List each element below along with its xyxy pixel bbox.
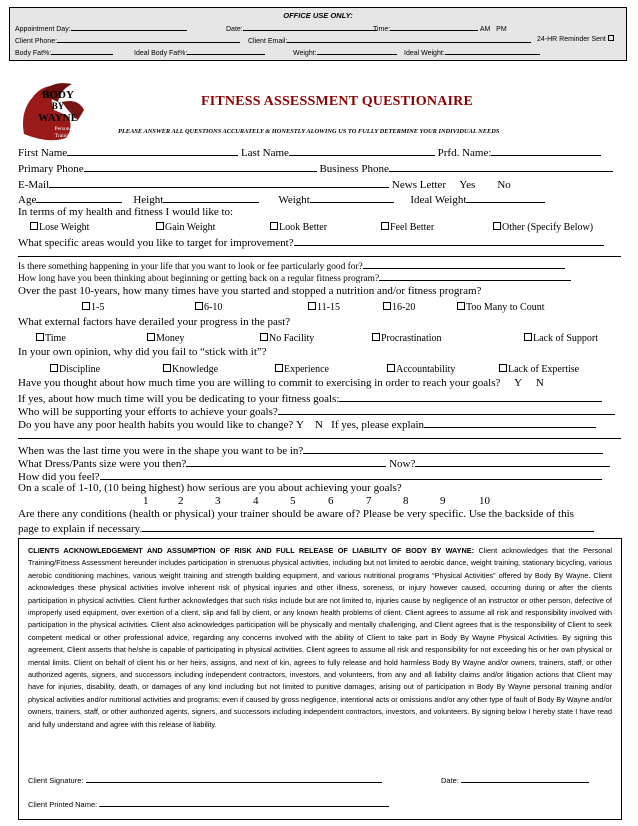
checkbox-icon[interactable] — [499, 364, 507, 372]
how-long-question — [18, 271, 571, 285]
now-label: Now? — [389, 458, 416, 470]
count-option-label: 16-20 — [392, 302, 416, 313]
dress-then-input[interactable] — [186, 456, 386, 467]
stick-option-experience[interactable] — [275, 364, 329, 376]
logo-text-personal: Personal — [54, 126, 74, 132]
conditions-label-2: page to explain if necessary. — [18, 523, 143, 535]
am-label: AM — [479, 26, 491, 33]
scale-option-5[interactable]: 5 — [290, 495, 296, 507]
goal-option-gain-weight[interactable] — [156, 222, 215, 234]
habits-explain-label: If yes, please explain — [331, 419, 425, 431]
checkbox-icon[interactable] — [195, 302, 203, 310]
age-label: Age — [18, 194, 37, 206]
client-signature-field[interactable] — [28, 774, 382, 785]
checkbox-icon[interactable] — [163, 364, 171, 372]
time-commit-no[interactable]: N — [535, 377, 544, 389]
logo-text-training: Training — [54, 133, 74, 139]
how-much-input[interactable] — [339, 391, 602, 402]
external-option-label: Time — [45, 333, 66, 344]
client-signature-input[interactable] — [86, 774, 382, 783]
email-input[interactable] — [49, 177, 389, 188]
external-question: What external factors have derailed your progress in the past? — [18, 316, 291, 328]
stick-option-label: Experience — [284, 364, 329, 375]
office-date-field[interactable] — [226, 23, 377, 33]
phone-row — [18, 161, 613, 175]
scale-option-4[interactable]: 4 — [253, 495, 259, 507]
checkbox-icon[interactable] — [308, 302, 316, 310]
checkbox-icon[interactable] — [156, 222, 164, 230]
habits-line-2[interactable] — [18, 438, 621, 439]
first-name-input[interactable] — [67, 145, 238, 156]
checkbox-icon[interactable] — [260, 333, 268, 341]
target-areas-question — [18, 235, 604, 249]
count-option-label: Too Many to Count — [466, 302, 545, 313]
stick-option-lack-of-expertise[interactable] — [499, 364, 579, 376]
count-option-label: 6-10 — [204, 302, 223, 313]
habits-no[interactable]: N — [314, 419, 323, 431]
how-long-label: How long have you been thinking about beginning or getting back on a regular fitness program? — [18, 274, 380, 284]
waiver-body: Client acknowledges that the Personal Training/Fitness Assessment hereunder includes participation in strenuous physical activities, including but not limited to aerobic dance, weight training, stationary bicycling, various aerobic conditioning machines, various weight training and strength building equipment, and various nutritional programs “Physical Activities” offered by Body By Wayne. Client acknowledges these physical activities involve inherent risk of physical injuries and other illness, soreness, or injury however caused, occurring during or after the clients participation in physical activities. Client further acknowledges that such risks include but are not limited to, injuries cause by negligence of an instructor or other person, defective of improperly used equipment, over exertion of a client, slip and fall by client, or any known health problems of client. Client agrees to assume all risk and responsibility involved with participation in the physical activities. Client also acknowledges participation will be physically and mentally challenging, and Client agrees that is the responsibility of Client to seek competent medical or other professional advice, regarding any concerns involved with the ability of Client to take part in Body By Wayne Physical Activities. By signing this agreement, Client asserts that he/she is capable of participating in physical activities. Client agrees to assume all risk and responsibility for not exceeding his or her own physical or mental limits. Client on behalf of client his or her heirs, assigns, and next of kin, agrees to fully release and hold harmless Body By Wayne and/or owners, trainers, staff, or other authorized agents, signers, and successors including independent contractors, investors, and volunteers, from any and all liability claims and/or litigation actions that Client may have for injuries, disability, death, or damages of any kind including but not limited to punitive damages, arising out of participation in Body By Wayne personal training and/or physical activities and/or nutritional activities and programs; even if caused by gross negligence, intentional acts or omissions and/or any other type of fault of Body By Wayne and/or owners, trainers, staff, or other authorized agents, signers, and successors including independent contractors, investors, and volunteers. By signing below I hereby state I have read and fully understand and agree with this release of liability. — [28, 546, 612, 729]
scale-option-1[interactable]: 1 — [143, 495, 149, 507]
reminder-label: 24-HR Reminder Sent — [537, 36, 606, 43]
ideal-weight-label: Ideal Weight — [410, 194, 467, 206]
support-input[interactable] — [278, 404, 615, 415]
habits-question — [18, 417, 596, 431]
external-option-lack-of-support[interactable] — [524, 333, 598, 345]
count-option-label: 11-15 — [317, 302, 340, 313]
logo-text-by: BY — [51, 101, 65, 111]
feel-input[interactable] — [100, 469, 602, 480]
office-ideal-weight-label: Ideal Weight: — [404, 50, 445, 57]
email-label: E-Mail — [18, 179, 50, 191]
habits-yes[interactable]: Y — [296, 419, 304, 431]
instructions-text: PLEASE ANSWER ALL QUESTIONS ACCURATELY & HONESTLY ALOWING US TO FULLY DETERMINE YOUR INDIVIDUAL NEEDS — [118, 128, 500, 135]
feel-label: How did you feel? — [18, 471, 100, 483]
client-date-label: Date: — [441, 776, 459, 785]
office-weight-label: Weight: — [293, 50, 317, 57]
stick-option-label: Discipline — [59, 364, 101, 375]
primary-phone-label: Primary Phone — [18, 163, 84, 175]
dress-label: What Dress/Pants size were you then? — [18, 458, 187, 470]
client-email-label: Client Email: — [248, 38, 288, 45]
body-stats-row — [18, 192, 545, 206]
time-commit-label: Have you thought about how much time you are willing to commit to exercising in order to reach your goals? — [18, 377, 501, 389]
last-time-label: When was the last time you were in the shape you want to be in? — [18, 445, 304, 457]
dress-now-input[interactable] — [415, 456, 610, 467]
waiver-heading: CLIENTS ACKNOWLEDGEMENT AND ASSUMPTION OF RISK AND FULL RELEASE OF LIABILITY OF BODY BY WAYNE: — [28, 546, 475, 555]
goal-option-label: Gain Weight — [165, 222, 216, 233]
scale-option-6[interactable]: 6 — [328, 495, 334, 507]
goal-option-look-better[interactable] — [270, 222, 327, 234]
count-option-16-20[interactable] — [383, 302, 415, 314]
newsletter-yes[interactable]: Yes — [459, 179, 476, 191]
goals-intro: In terms of my health and fitness I would like to: — [18, 206, 234, 218]
client-signature-label: Client Signature: — [28, 776, 84, 785]
body-by-wayne-logo — [18, 76, 98, 146]
ideal-body-fat-label: Ideal Body Fat%: — [134, 50, 188, 57]
goal-option-label: Lose Weight — [39, 222, 90, 233]
how-much-question — [18, 391, 602, 405]
business-phone-label: Business Phone — [319, 163, 389, 175]
conditions-question: Are there any conditions (health or physical) your trainer should be aware of? Please be very specific. Use the backside of this — [18, 508, 574, 520]
client-phone-field[interactable] — [15, 35, 240, 45]
appointment-day-label: Appointment Day: — [15, 26, 71, 33]
checkbox-icon[interactable] — [50, 364, 58, 372]
support-label: Who will be supporting your efforts to achieve your goals? — [18, 406, 278, 418]
client-date-field[interactable] — [441, 774, 589, 785]
time-commit-question — [18, 377, 544, 389]
office-time-field[interactable] — [373, 23, 507, 33]
count-option-1-5[interactable] — [82, 302, 104, 314]
newsletter-label: News Letter — [391, 179, 446, 191]
count-option-label: 1-5 — [91, 302, 105, 313]
goal-option-lose-weight[interactable] — [30, 222, 89, 234]
office-time-label: Time: — [373, 26, 391, 33]
client-date-input[interactable] — [461, 774, 589, 783]
happening-input[interactable] — [363, 259, 565, 269]
count-option-11-15[interactable] — [308, 302, 340, 314]
scale-option-3[interactable]: 3 — [215, 495, 221, 507]
count-option-6-10[interactable] — [195, 302, 222, 314]
reminder-checkbox[interactable] — [537, 35, 615, 43]
conditions-question-2 — [18, 521, 594, 535]
external-option-no-facility[interactable] — [260, 333, 314, 345]
stick-option-knowledge[interactable] — [163, 364, 218, 376]
logo-text-body: BODY — [42, 89, 74, 101]
last-name-input[interactable] — [289, 145, 435, 156]
checkbox-icon[interactable] — [381, 222, 389, 230]
past-ten-question: Over the past 10-years, how many times have you started and stopped a nutrition and/or fitness program? — [18, 285, 482, 297]
goal-option-label: Feel Better — [390, 222, 435, 233]
office-date-label: Date: — [226, 26, 243, 33]
scale-option-10[interactable]: 10 — [479, 495, 490, 507]
stick-option-label: Knowledge — [172, 364, 219, 375]
pm-label: PM — [496, 26, 507, 33]
name-row — [18, 145, 601, 159]
email-row — [18, 177, 511, 191]
checkbox-icon[interactable] — [275, 364, 283, 372]
newsletter-no[interactable]: No — [497, 179, 511, 191]
client-printed-name-field[interactable] — [28, 798, 389, 809]
how-long-input[interactable] — [379, 271, 571, 281]
external-option-label: No Facility — [269, 333, 315, 344]
last-name-label: Last Name — [240, 147, 289, 159]
habits-label: Do you have any poor health habits you would like to change? — [18, 419, 294, 431]
stick-option-label: Lack of Expertise — [508, 364, 580, 375]
habits-explain-input[interactable] — [424, 417, 596, 428]
reminder-checkbox-icon[interactable] — [608, 35, 614, 41]
stick-option-label: Accountability — [396, 364, 456, 375]
office-weight-field[interactable] — [293, 47, 397, 57]
target-areas-input[interactable] — [294, 235, 604, 246]
scale-option-9[interactable]: 9 — [440, 495, 446, 507]
dress-question — [18, 456, 610, 470]
goal-option-feel-better[interactable] — [381, 222, 434, 234]
height-label: Height — [133, 194, 164, 206]
body-fat-label: Body Fat%: — [15, 50, 52, 57]
checkbox-icon[interactable] — [270, 222, 278, 230]
client-email-field[interactable] — [248, 35, 531, 45]
stick-option-discipline[interactable] — [50, 364, 100, 376]
external-option-time[interactable] — [36, 333, 66, 345]
client-printed-name-label: Client Printed Name: — [28, 800, 98, 809]
checkbox-icon[interactable] — [493, 222, 501, 230]
external-option-label: Money — [156, 333, 185, 344]
ideal-weight-input[interactable] — [466, 192, 545, 203]
scale-option-7[interactable]: 7 — [366, 495, 372, 507]
weight-label: Weight — [278, 194, 310, 206]
checkbox-icon[interactable] — [524, 333, 532, 341]
scale-option-8[interactable]: 8 — [403, 495, 409, 507]
checkbox-icon[interactable] — [147, 333, 155, 341]
scale-question: On a scale of 1-10, (10 being highest) how serious are you about achieving your goals? — [18, 482, 402, 494]
checkbox-icon[interactable] — [383, 302, 391, 310]
checkbox-icon[interactable] — [387, 364, 395, 372]
prfd-name-input[interactable] — [491, 145, 601, 156]
goal-option-label: Look Better — [279, 222, 328, 233]
target-areas-line-2[interactable] — [18, 256, 621, 257]
feel-question — [18, 469, 602, 483]
appointment-day-field[interactable] — [15, 23, 187, 33]
office-use-box — [9, 7, 627, 61]
checkbox-icon[interactable] — [372, 333, 380, 341]
goal-option-other[interactable] — [493, 222, 593, 234]
time-commit-yes[interactable]: Y — [514, 377, 523, 389]
checkbox-icon[interactable] — [457, 302, 465, 310]
primary-phone-input[interactable] — [84, 161, 317, 172]
external-option-label: Procrastination — [381, 333, 442, 344]
age-input[interactable] — [36, 192, 122, 203]
office-use-title: OFFICE USE ONLY: — [283, 11, 353, 20]
target-areas-label: What specific areas would you like to target for improvement? — [18, 237, 294, 249]
checkbox-icon[interactable] — [82, 302, 90, 310]
client-printed-name-input[interactable] — [99, 798, 389, 807]
ideal-body-fat-field[interactable] — [134, 47, 265, 57]
weight-input[interactable] — [310, 192, 394, 203]
checkbox-icon[interactable] — [36, 333, 44, 341]
support-question — [18, 404, 615, 418]
page-title: FITNESS ASSESSMENT QUESTIONAIRE — [200, 94, 474, 109]
last-time-question — [18, 443, 603, 457]
external-option-procrastination[interactable] — [372, 333, 442, 345]
how-much-label: If yes, about how much time will you be dedicating to your fitness goals: — [18, 393, 340, 405]
office-ideal-weight-field[interactable] — [404, 47, 540, 57]
scale-option-2[interactable]: 2 — [178, 495, 184, 507]
client-phone-label: Client Phone: — [15, 38, 58, 45]
stick-option-accountability[interactable] — [387, 364, 455, 376]
external-option-money[interactable] — [147, 333, 184, 345]
conditions-input[interactable] — [142, 521, 594, 532]
stick-question: In your own opinion, why did you fail to “stick with it”? — [18, 346, 267, 358]
prfd-name-label: Prfd. Name: — [437, 147, 492, 159]
height-input[interactable] — [163, 192, 259, 203]
body-fat-field[interactable] — [15, 47, 113, 57]
happening-label: Is there something happening in your life that you want to look or fee particularly good for? — [18, 262, 363, 272]
checkbox-icon[interactable] — [30, 222, 38, 230]
business-phone-input[interactable] — [389, 161, 613, 172]
goal-option-label: Other (Specify Below) — [502, 222, 594, 233]
last-time-input[interactable] — [303, 443, 603, 454]
logo-text-wayne: WAYNE — [38, 112, 78, 124]
first-name-label: First Name — [18, 147, 68, 159]
count-option-too-many[interactable] — [457, 302, 544, 314]
external-option-label: Lack of Support — [533, 333, 598, 344]
